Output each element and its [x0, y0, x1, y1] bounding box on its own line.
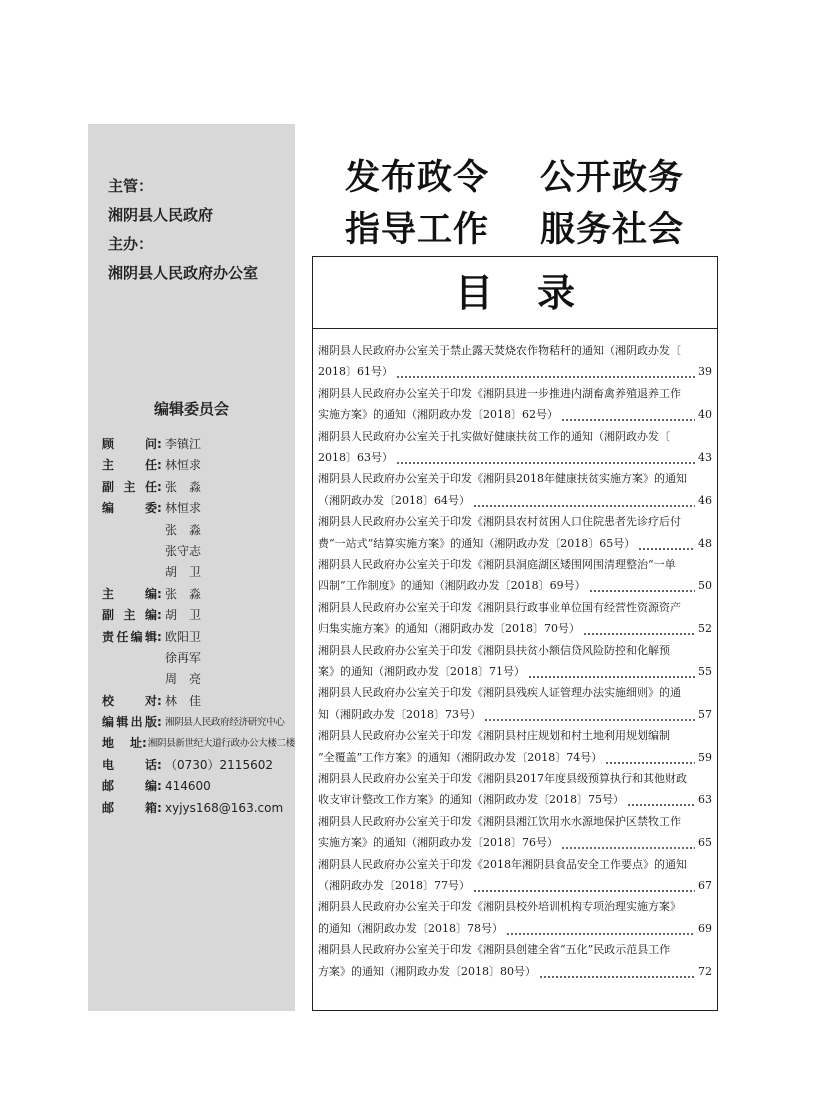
- committee-row: [102, 477, 295, 498]
- committee-row: [102, 733, 295, 754]
- toc-entry-title-tail: 方案》的通知（湘阴政办发〔2018〕80号）: [318, 964, 536, 978]
- leader-dots: [589, 575, 695, 596]
- committee-role: 副主编: [102, 608, 157, 623]
- toc-entry-title-line1: 湘阴县人民政府办公室关于印发《湘阴县残疾人证管理办法实施细则》的通: [318, 686, 681, 700]
- committee-role: 顾问: [102, 437, 157, 451]
- toc-page-number: 67: [698, 878, 712, 892]
- toc-entry-title-line1: 湘阴县人民政府办公室关于印发《湘阴县洞庭湖区矮围网围清理整治“一单: [318, 557, 676, 571]
- leader-dots: [605, 747, 695, 768]
- role-separator: :: [157, 608, 162, 623]
- toc-entry-title-tail: 2018〕61号）: [318, 365, 393, 379]
- committee-row: [102, 584, 295, 605]
- committee-list: [102, 434, 295, 819]
- leader-dots: [484, 704, 695, 725]
- committee-title: 编辑委员会: [153, 400, 229, 418]
- sponsor-name: 湘阴县人民政府办公室: [108, 264, 259, 282]
- committee-member: 欧阳卫: [165, 629, 202, 644]
- committee-row: [102, 455, 295, 476]
- committee-member: 林恒求: [165, 458, 202, 473]
- committee-role: 编辑出版: [102, 715, 157, 730]
- toc-entry-title-line2: [318, 961, 712, 982]
- role-separator: :: [157, 586, 162, 601]
- committee-member: 湘阴县新世纪大道行政办公大楼二楼: [147, 738, 295, 750]
- toc-entry-title-line2: [318, 533, 712, 554]
- publisher-info: [108, 172, 258, 288]
- toc-page-number: 59: [698, 750, 712, 764]
- toc-entry-title-line2: [318, 490, 712, 511]
- committee-member: 林恒求: [165, 501, 202, 516]
- toc-entry-title-line2: [318, 704, 712, 725]
- toc-entry[interactable]: [318, 682, 712, 725]
- committee-row: [102, 691, 295, 712]
- role-separator: :: [157, 629, 162, 644]
- toc-entry-title-line2: [318, 789, 712, 810]
- role-separator: :: [157, 757, 162, 772]
- committee-row: [102, 520, 295, 541]
- committee-row: [102, 798, 295, 819]
- toc-entry-title-line1: 湘阴县人民政府办公室关于扎实做好健康扶贫工作的通知（湘阴政办发〔: [318, 429, 670, 443]
- leader-dots: [396, 361, 695, 382]
- toc-entry[interactable]: [318, 597, 712, 640]
- toc-entry-title-line1: 湘阴县人民政府办公室关于印发《湘阴县2017年度县级预算执行和其他财政: [318, 771, 687, 785]
- toc-entry-title-line1: 湘阴县人民政府办公室关于印发《2018年湘阴县食品安全工作要点》的通知: [318, 857, 687, 871]
- toc-entry-title-tail: 归集实施方案》的通知（湘阴政办发〔2018〕70号）: [318, 622, 580, 636]
- role-separator: :: [157, 479, 162, 494]
- toc-entry-title-line2: [318, 404, 712, 425]
- committee-member: （0730）2115602: [165, 757, 273, 772]
- toc-entry-title-line1: 湘阴县人民政府办公室关于印发《湘阴县农村贫困人口住院患者先诊疗后付: [318, 515, 681, 529]
- committee-row: [102, 755, 295, 776]
- committee-member: 林 佳: [165, 693, 202, 708]
- committee-row: [102, 648, 295, 669]
- toc-entry-title-tail: 的通知（湘阴政办发〔2018〕78号）: [318, 921, 503, 935]
- toc-entry-title-line1: 湘阴县人民政府办公室关于印发《湘阴县行政事业单位国有经营性资源资产: [318, 600, 681, 614]
- toc-entry[interactable]: [318, 640, 712, 683]
- committee-row: [102, 627, 295, 648]
- committee-member: 周 亮: [165, 672, 202, 687]
- leader-dots: [627, 789, 695, 810]
- toc-entry-title-tail: 2018〕63号）: [318, 450, 393, 464]
- leader-dots: [528, 661, 695, 682]
- toc-entry[interactable]: [318, 554, 712, 597]
- toc-entry-title-tail: 实施方案》的通知（湘阴政办发〔2018〕76号）: [318, 836, 558, 850]
- toc-entries: [318, 340, 712, 982]
- committee-member: 胡 卫: [165, 608, 202, 623]
- toc-entry[interactable]: [318, 939, 712, 982]
- committee-member: 414600: [165, 779, 211, 794]
- toc-page-number: 40: [698, 408, 712, 422]
- toc-entry[interactable]: [318, 426, 712, 469]
- toc-entry-title-line1: 湘阴县人民政府办公室关于印发《湘阴县创建全省“五化”民政示范县工作: [318, 943, 671, 957]
- toc-entry-title-tail: “全覆盖”工作方案》的通知（湘阴政办发〔2018〕74号）: [318, 750, 603, 764]
- toc-entry[interactable]: [318, 725, 712, 768]
- leader-dots: [561, 832, 695, 853]
- committee-role: 副主任: [102, 479, 157, 494]
- toc-entry[interactable]: [318, 811, 712, 854]
- committee-row: [102, 669, 295, 690]
- toc-page-number: 55: [698, 664, 712, 678]
- supervisor-label: 主管：: [108, 177, 154, 195]
- committee-member: 湘阴县人民政府经济研究中心: [165, 717, 285, 729]
- committee-member: 张守志: [165, 543, 202, 558]
- slogan-guide-work: 指导工作: [345, 210, 490, 250]
- slogan-serve-society: 服务社会: [540, 210, 685, 250]
- toc-entry-title-line2: [318, 361, 712, 382]
- toc-page-number: 69: [698, 921, 712, 935]
- toc-page-number: 52: [698, 622, 712, 636]
- toc-entry-title-tail: （湘阴政办发〔2018〕77号）: [318, 878, 470, 892]
- leader-dots: [539, 961, 695, 982]
- toc-entry[interactable]: [318, 854, 712, 897]
- toc-entry[interactable]: [318, 468, 712, 511]
- leader-dots: [473, 490, 695, 511]
- toc-page-number: 43: [698, 450, 712, 464]
- committee-member: 张 淼: [165, 522, 202, 537]
- committee-member: 李镇江: [165, 437, 202, 451]
- toc-page-number: 46: [698, 493, 712, 507]
- toc-page-number: 50: [698, 579, 712, 593]
- committee-member: 张 淼: [165, 479, 202, 494]
- committee-role: 责任编辑: [102, 629, 157, 644]
- committee-row: [102, 776, 295, 797]
- toc-page-number: 48: [698, 536, 712, 550]
- toc-entry[interactable]: [318, 383, 712, 426]
- toc-page-number: 72: [698, 964, 712, 978]
- role-separator: :: [157, 501, 162, 516]
- toc-entry-title-tail: （湘阴政办发〔2018〕64号）: [318, 493, 470, 507]
- role-separator: :: [157, 800, 162, 815]
- committee-row: [102, 562, 295, 583]
- committee-role: 主任: [102, 458, 157, 473]
- toc-entry-title-tail: 案》的通知（湘阴政办发〔2018〕71号）: [318, 664, 525, 678]
- toc-entry-title-line2: [318, 575, 712, 596]
- toc-page-number: 63: [698, 793, 712, 807]
- toc-entry-title-line1: 湘阴县人民政府办公室关于印发《湘阴县村庄规划和村土地利用规划编制: [318, 729, 670, 743]
- toc-entry[interactable]: [318, 896, 712, 939]
- toc-entry-title-line1: 湘阴县人民政府办公室关于印发《湘阴县进一步推进内湖畜禽养殖退养工作: [318, 386, 681, 400]
- committee-row: [102, 712, 295, 733]
- leader-dots: [561, 404, 695, 425]
- committee-role: 地址: [102, 736, 142, 751]
- toc-entry-title-line2: [318, 832, 712, 853]
- supervisor-name: 湘阴县人民政府: [108, 206, 214, 224]
- leader-dots: [638, 533, 695, 554]
- slogan-open-affairs: 公开政务: [540, 158, 685, 198]
- committee-role: 主编: [102, 586, 157, 601]
- toc-entry-title-line2: [318, 618, 712, 639]
- toc-entry-title-tail: 实施方案》的通知（湘阴政办发〔2018〕62号）: [318, 408, 558, 422]
- toc-entry-title-line2: [318, 918, 712, 939]
- committee-row: [102, 605, 295, 626]
- role-separator: :: [157, 693, 162, 708]
- toc-entry-title-tail: 收支审计整改工作方案》的通知（湘阴政办发〔2018〕75号）: [318, 793, 624, 807]
- toc-entry[interactable]: [318, 511, 712, 554]
- committee-role: 电话: [102, 757, 157, 772]
- toc-entry-title-line1: 湘阴县人民政府办公室关于印发《湘阴县校外培训机构专项治理实施方案》: [318, 900, 681, 914]
- committee-role: 校对: [102, 693, 157, 708]
- committee-row: [102, 498, 295, 519]
- toc-entry[interactable]: [318, 340, 712, 383]
- toc-entry-title-line1: 湘阴县人民政府办公室关于印发《湘阴县湘江饮用水水源地保护区禁牧工作: [318, 814, 681, 828]
- toc-page-number: 57: [698, 707, 712, 721]
- leader-dots: [583, 618, 695, 639]
- role-separator: :: [157, 779, 162, 794]
- toc-entry-title-line2: [318, 875, 712, 896]
- toc-title: 目录: [313, 257, 717, 329]
- committee-row: [102, 541, 295, 562]
- table-of-contents: [312, 256, 718, 1011]
- toc-entry-title-line2: [318, 447, 712, 468]
- toc-entry-title-line2: [318, 747, 712, 768]
- role-separator: :: [157, 715, 162, 730]
- committee-member: 徐再军: [165, 650, 202, 665]
- toc-page-number: 65: [698, 836, 712, 850]
- committee-member: xyjys168@163.com: [165, 800, 284, 815]
- sponsor-label: 主办：: [108, 235, 154, 253]
- committee-row: [102, 434, 295, 455]
- committee-role: 编委: [102, 501, 157, 516]
- toc-entry-title-line2: [318, 661, 712, 682]
- toc-page-number: 39: [698, 365, 712, 379]
- committee-member: 胡 卫: [165, 565, 202, 580]
- role-separator: :: [141, 736, 147, 751]
- masthead-sidebar: [88, 124, 295, 1011]
- slogan-publish-decrees: 发布政令: [345, 158, 490, 198]
- role-separator: :: [157, 458, 162, 473]
- role-separator: :: [157, 437, 162, 451]
- committee-role: 邮编: [102, 779, 157, 794]
- committee-role: 邮箱: [102, 800, 157, 815]
- committee-member: 张 淼: [165, 586, 202, 601]
- leader-dots: [473, 875, 695, 896]
- toc-entry-title-line1: 湘阴县人民政府办公室关于印发《湘阴县扶贫小额信贷风险防控和化解预: [318, 643, 670, 657]
- leader-dots: [396, 447, 695, 468]
- leader-dots: [506, 918, 695, 939]
- toc-entry-title-line1: 湘阴县人民政府办公室关于禁止露天焚烧农作物秸秆的通知（湘阴政办发〔: [318, 344, 681, 357]
- toc-entry-title-tail: 四制”工作制度》的通知（湘阴政办发〔2018〕69号）: [318, 579, 586, 593]
- toc-entry-title-line1: 湘阴县人民政府办公室关于印发《湘阴县2018年健康扶贫实施方案》的通知: [318, 472, 687, 486]
- toc-entry[interactable]: [318, 768, 712, 811]
- toc-entry-title-tail: 费“一站式”结算实施方案》的通知（湘阴政办发〔2018〕65号）: [318, 536, 636, 550]
- toc-entry-title-tail: 知（湘阴政办发〔2018〕73号）: [318, 707, 481, 721]
